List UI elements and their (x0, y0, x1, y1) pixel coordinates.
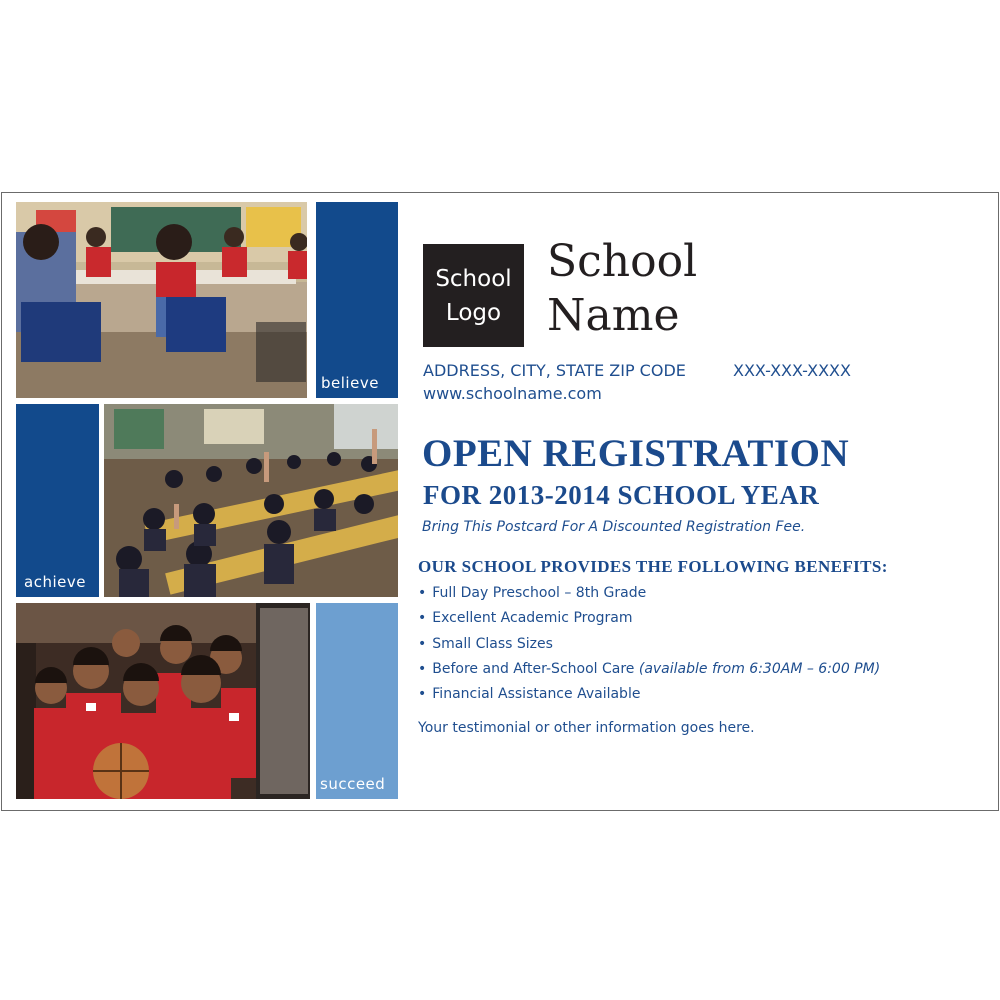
benefit-text: Financial Assistance Available (432, 686, 641, 703)
raised-hands-classroom-photo (104, 404, 398, 597)
bullet-icon: • (418, 660, 427, 677)
benefit-text: Before and After-School Care (432, 660, 639, 677)
school-logo-box (423, 244, 524, 347)
benefit-item (418, 657, 880, 682)
bullet-icon: • (418, 585, 427, 601)
discount-note: Bring This Postcard For A Discounted Registration Fee. (422, 519, 806, 535)
believe-label: believe (321, 374, 379, 392)
bullet-icon: • (418, 635, 427, 652)
benefit-text: Full Day Preschool – 8th Grade (432, 585, 647, 601)
headline: OPEN REGISTRATION (422, 432, 850, 475)
testimonial: Your testimonial or other information goes here. (418, 720, 755, 736)
benefit-note: (available from 6:30AM – 6:00 PM) (638, 660, 881, 677)
school-phone: XXX-XXX-XXXX (733, 361, 851, 380)
benefits-heading: OUR SCHOOL PROVIDES THE FOLLOWING BENEFITS: (418, 557, 888, 576)
classroom-photo (16, 202, 307, 398)
benefit-item (418, 682, 880, 707)
benefit-text: Small Class Sizes (432, 635, 553, 652)
benefit-text: Excellent Academic Program (432, 610, 633, 627)
succeed-panel (316, 603, 398, 799)
school-name (547, 235, 697, 343)
succeed-label: succeed (320, 775, 386, 793)
logo-line-2: Logo (445, 299, 502, 326)
benefit-item (418, 606, 880, 631)
subheadline: FOR 2013-2014 SCHOOL YEAR (423, 480, 820, 510)
school-name-line-2: Name (547, 290, 680, 341)
school-website: www.schoolname.com (423, 384, 602, 403)
bullet-icon: • (418, 610, 427, 627)
achieve-label: achieve (24, 573, 86, 591)
bullet-icon: • (418, 686, 427, 703)
school-name-line-1: School (547, 236, 698, 287)
achieve-panel (16, 404, 99, 597)
benefits-list (418, 581, 880, 707)
school-address: ADDRESS, CITY, STATE ZIP CODE (423, 361, 686, 380)
benefit-item (418, 632, 880, 657)
believe-panel (316, 202, 398, 398)
students-group-photo (16, 603, 310, 799)
benefit-item (418, 581, 880, 606)
logo-line-1: School (435, 265, 512, 292)
postcard (1, 192, 999, 811)
